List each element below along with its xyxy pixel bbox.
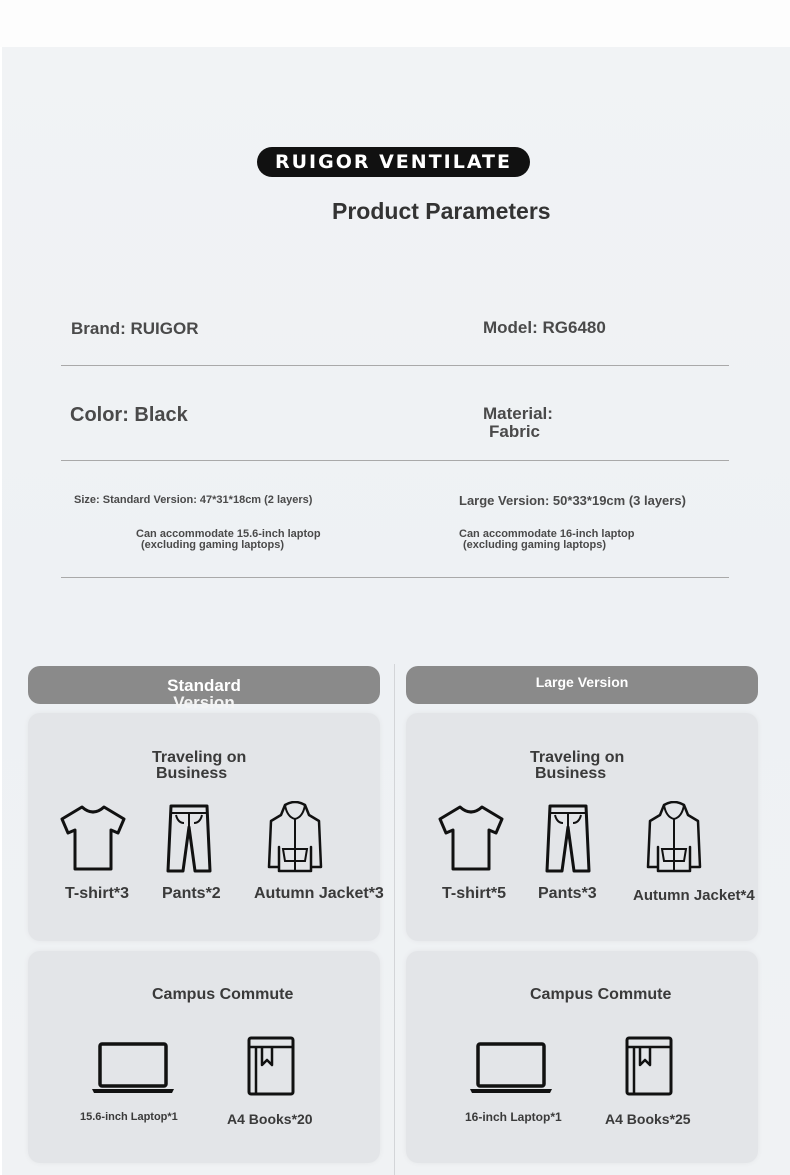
top-margin: [0, 0, 790, 47]
campus-item-books: A4 Books*25: [605, 1111, 691, 1127]
column-divider: [394, 664, 395, 1175]
campus-title: Campus Commute: [152, 986, 294, 1003]
tshirt-icon: [436, 803, 506, 873]
campus-item-laptop: 16-inch Laptop*1: [465, 1110, 562, 1124]
standard-campus-card: [28, 951, 380, 1163]
standard-header-line2: Version: [173, 693, 235, 712]
campus-title: Campus Commute: [530, 986, 672, 1003]
jacket-icon: [267, 801, 323, 873]
travel-item-tshirt: T-shirt*3: [65, 885, 130, 902]
travel-item-tshirt: T-shirt*5: [442, 885, 507, 902]
travel-title: Traveling on: [152, 749, 247, 766]
travel-title-sub: Business: [535, 765, 607, 782]
pants-icon: [166, 803, 212, 873]
travel-title: Traveling on: [530, 749, 625, 766]
color-param: Color: Black: [70, 404, 188, 426]
divider: [61, 460, 729, 461]
large-laptop-note: Can accommodate 16-inch laptop: [459, 528, 635, 540]
travel-item-pants: Pants*2: [162, 885, 221, 902]
divider: [61, 577, 729, 578]
large-travel-card: [406, 713, 758, 941]
standard-laptop-note-sub: (excluding gaming laptops): [141, 539, 285, 551]
laptop-icon: [90, 1041, 176, 1095]
standard-version-header: [28, 666, 380, 712]
page-title: Product Parameters: [332, 198, 551, 224]
standard-laptop-note: Can accommodate 15.6-inch laptop: [136, 528, 321, 540]
model-param: Model: RG6480: [483, 318, 606, 337]
book-icon: [246, 1035, 296, 1097]
jacket-icon: [646, 801, 702, 873]
brand-banner: RUIGOR VENTILATE: [257, 147, 530, 177]
size-standard-param: Size: Standard Version: 47*31*18cm (2 layers): [74, 494, 313, 506]
large-campus-card: [406, 951, 758, 1163]
campus-item-laptop: 15.6-inch Laptop*1: [80, 1111, 178, 1123]
travel-item-jacket: Autumn Jacket*4: [633, 887, 755, 904]
material-param-label: Material:: [483, 404, 553, 423]
standard-travel-card: [28, 713, 384, 941]
laptop-icon: [468, 1041, 554, 1095]
divider: [61, 365, 729, 366]
travel-item-jacket: Autumn Jacket*3: [254, 885, 384, 902]
book-icon: [624, 1035, 674, 1097]
brand-param: Brand: RUIGOR: [71, 319, 199, 338]
large-version-header: Large Version: [406, 666, 758, 704]
travel-title-sub: Business: [156, 765, 228, 782]
large-laptop-note-sub: (excluding gaming laptops): [463, 539, 607, 551]
standard-header-line1: Standard: [167, 676, 241, 695]
pants-icon: [545, 803, 591, 873]
tshirt-icon: [58, 803, 128, 873]
size-large-param: Large Version: 50*33*19cm (3 layers): [459, 493, 686, 508]
campus-item-books: A4 Books*20: [227, 1111, 313, 1127]
material-param-value: Fabric: [489, 422, 541, 441]
travel-item-pants: Pants*3: [538, 885, 597, 902]
